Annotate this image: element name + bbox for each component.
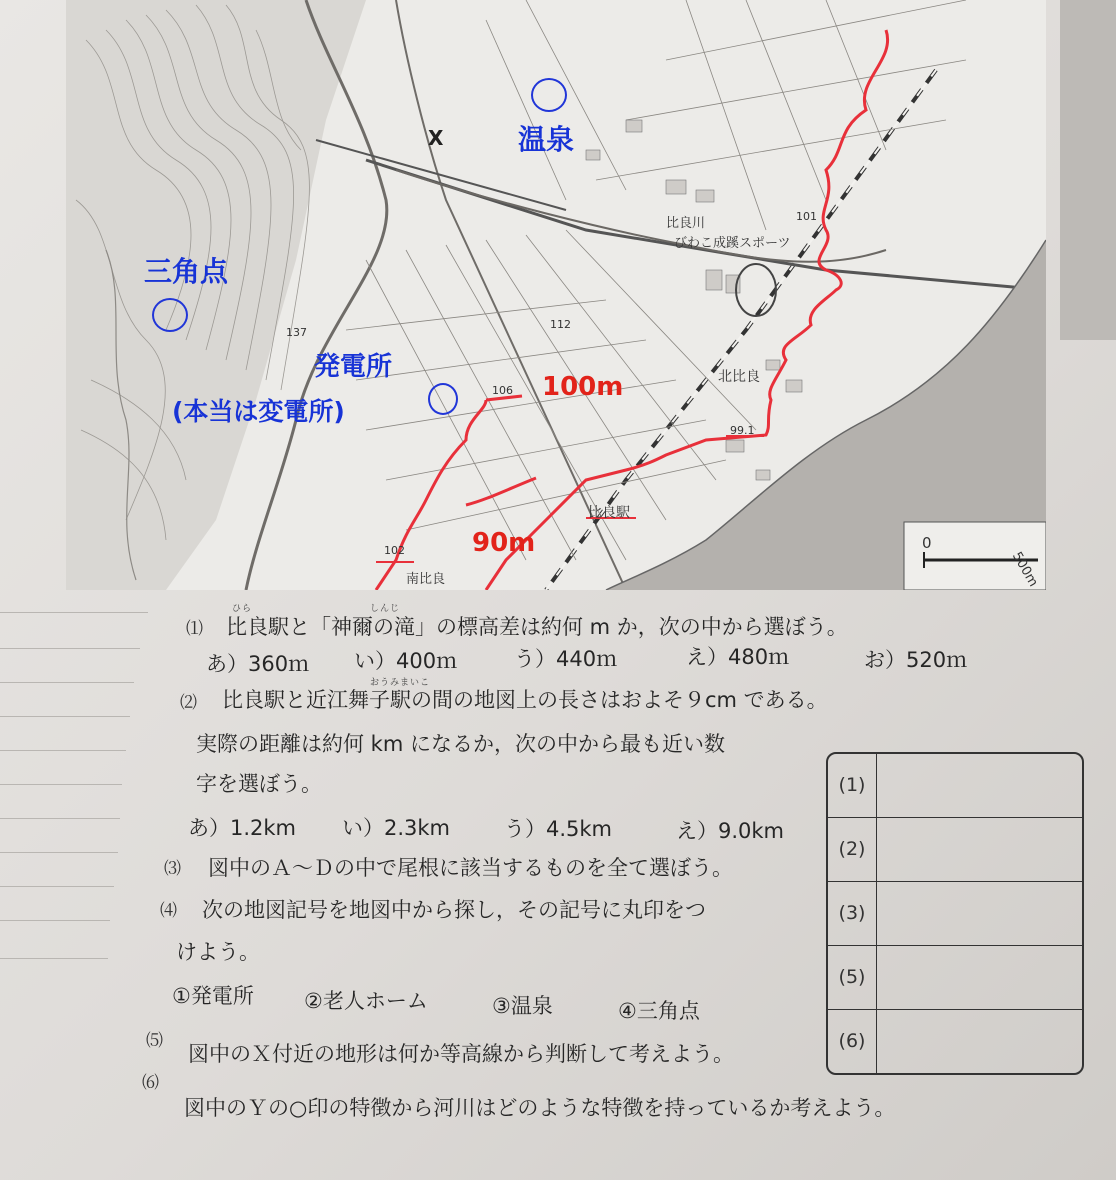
- q2-ruby: おうみまいこ: [370, 678, 431, 688]
- elev-137: 137: [286, 326, 307, 339]
- scale-end: 500m: [1008, 549, 1041, 590]
- contour-100m-label: 100m: [542, 372, 624, 402]
- scale-zero: 0: [922, 534, 932, 552]
- q4-choice-4: ④三角点: [618, 999, 700, 1023]
- q2-text-2: 実際の距離は約何 km になるか，次の中から最も近い数: [196, 732, 725, 756]
- q2-choice-u: う）4.5km: [504, 817, 613, 841]
- answer-label-2: (2): [838, 838, 866, 860]
- q4-choice-1: ①発電所: [172, 984, 254, 1008]
- q1-choice-u: う）440ｍ: [514, 647, 618, 671]
- elev-101: 101: [796, 210, 817, 223]
- adjacent-page-photo: [1060, 0, 1116, 340]
- q4-choice-3: ③温泉: [492, 994, 553, 1018]
- map-name-hira-station: 比良駅: [588, 505, 630, 521]
- elev-112: 112: [550, 318, 571, 331]
- x-mark: X: [428, 126, 444, 150]
- answer-label-6: (6): [838, 1030, 866, 1052]
- onsen-circle: [531, 78, 567, 112]
- map-name-hira-river: 比良川: [666, 216, 706, 231]
- q2-choice-a: あ）1.2km: [188, 816, 297, 840]
- q2-number: ⑵: [180, 693, 197, 713]
- topographic-map: [66, 0, 1046, 590]
- q5-text: 図中のＸ付近の地形は何か等高線から判断して考えよう。: [188, 1042, 734, 1066]
- sankakuten-circle: [152, 298, 188, 332]
- q4-number: ⑷: [160, 901, 177, 921]
- map-name-minamihira: 南比良: [406, 572, 446, 587]
- q2-text: 比良駅と近江舞子駅の間の地図上の長さはおよそ９cm である。: [222, 688, 828, 712]
- hatsudensho-note: (本当は変電所): [172, 397, 345, 426]
- map-name-kitahira: 北比良: [718, 369, 760, 385]
- q1-choice-o: お）520ｍ: [864, 648, 968, 672]
- q1-choice-e: え）480ｍ: [686, 645, 790, 669]
- elev-106: 106: [492, 384, 513, 397]
- answer-label-3: (3): [838, 902, 866, 924]
- q4-text: 次の地図記号を地図中から探し，その記号に丸印をつ: [202, 898, 706, 922]
- q1-ruby-shinji: しんじ: [370, 604, 401, 614]
- answer-label-1: (1): [838, 774, 866, 796]
- q4-text-2: けよう。: [176, 940, 260, 964]
- q2-choice-e: え）9.0km: [676, 819, 785, 843]
- map-name-sports: びわこ成蹊スポーツ: [674, 236, 791, 251]
- q3-number: ⑶: [164, 859, 181, 879]
- q4-choice-2: ②老人ホーム: [304, 989, 428, 1013]
- elev-102: 102: [384, 544, 405, 557]
- q2-choice-i: い）2.3km: [342, 816, 451, 840]
- sankakuten-label: 三角点: [144, 255, 229, 288]
- q1-choice-a: あ）360ｍ: [206, 652, 310, 676]
- answer-box: [826, 752, 1084, 1075]
- onsen-label: 温泉: [518, 123, 575, 156]
- q1-text: 比良駅と「神爾の滝」の標高差は約何 m か，次の中から選ぼう。: [226, 615, 848, 639]
- elev-99: 99.1: [730, 424, 755, 437]
- hatsudensho-label: 発電所: [314, 352, 393, 382]
- q3-text: 図中のＡ～Ｄの中で尾根に該当するものを全て選ぼう。: [208, 856, 733, 880]
- q1-choice-i: い）400ｍ: [354, 649, 458, 673]
- answer-label-5: (5): [838, 966, 866, 988]
- q6-text: 図中のＹの○印の特徴から河川はどのような特徴を持っているか考えよう。: [184, 1096, 896, 1120]
- contour-90m-label: 90m: [472, 528, 536, 558]
- q1-number: ⑴: [186, 619, 203, 639]
- q1-ruby-hira: ひら: [232, 604, 253, 614]
- q5-number: ⑸: [146, 1031, 163, 1051]
- q6-number: ⑹: [142, 1073, 159, 1093]
- q2-text-3: 字を選ぼう。: [196, 772, 322, 796]
- hatsudensho-circle: [428, 383, 458, 415]
